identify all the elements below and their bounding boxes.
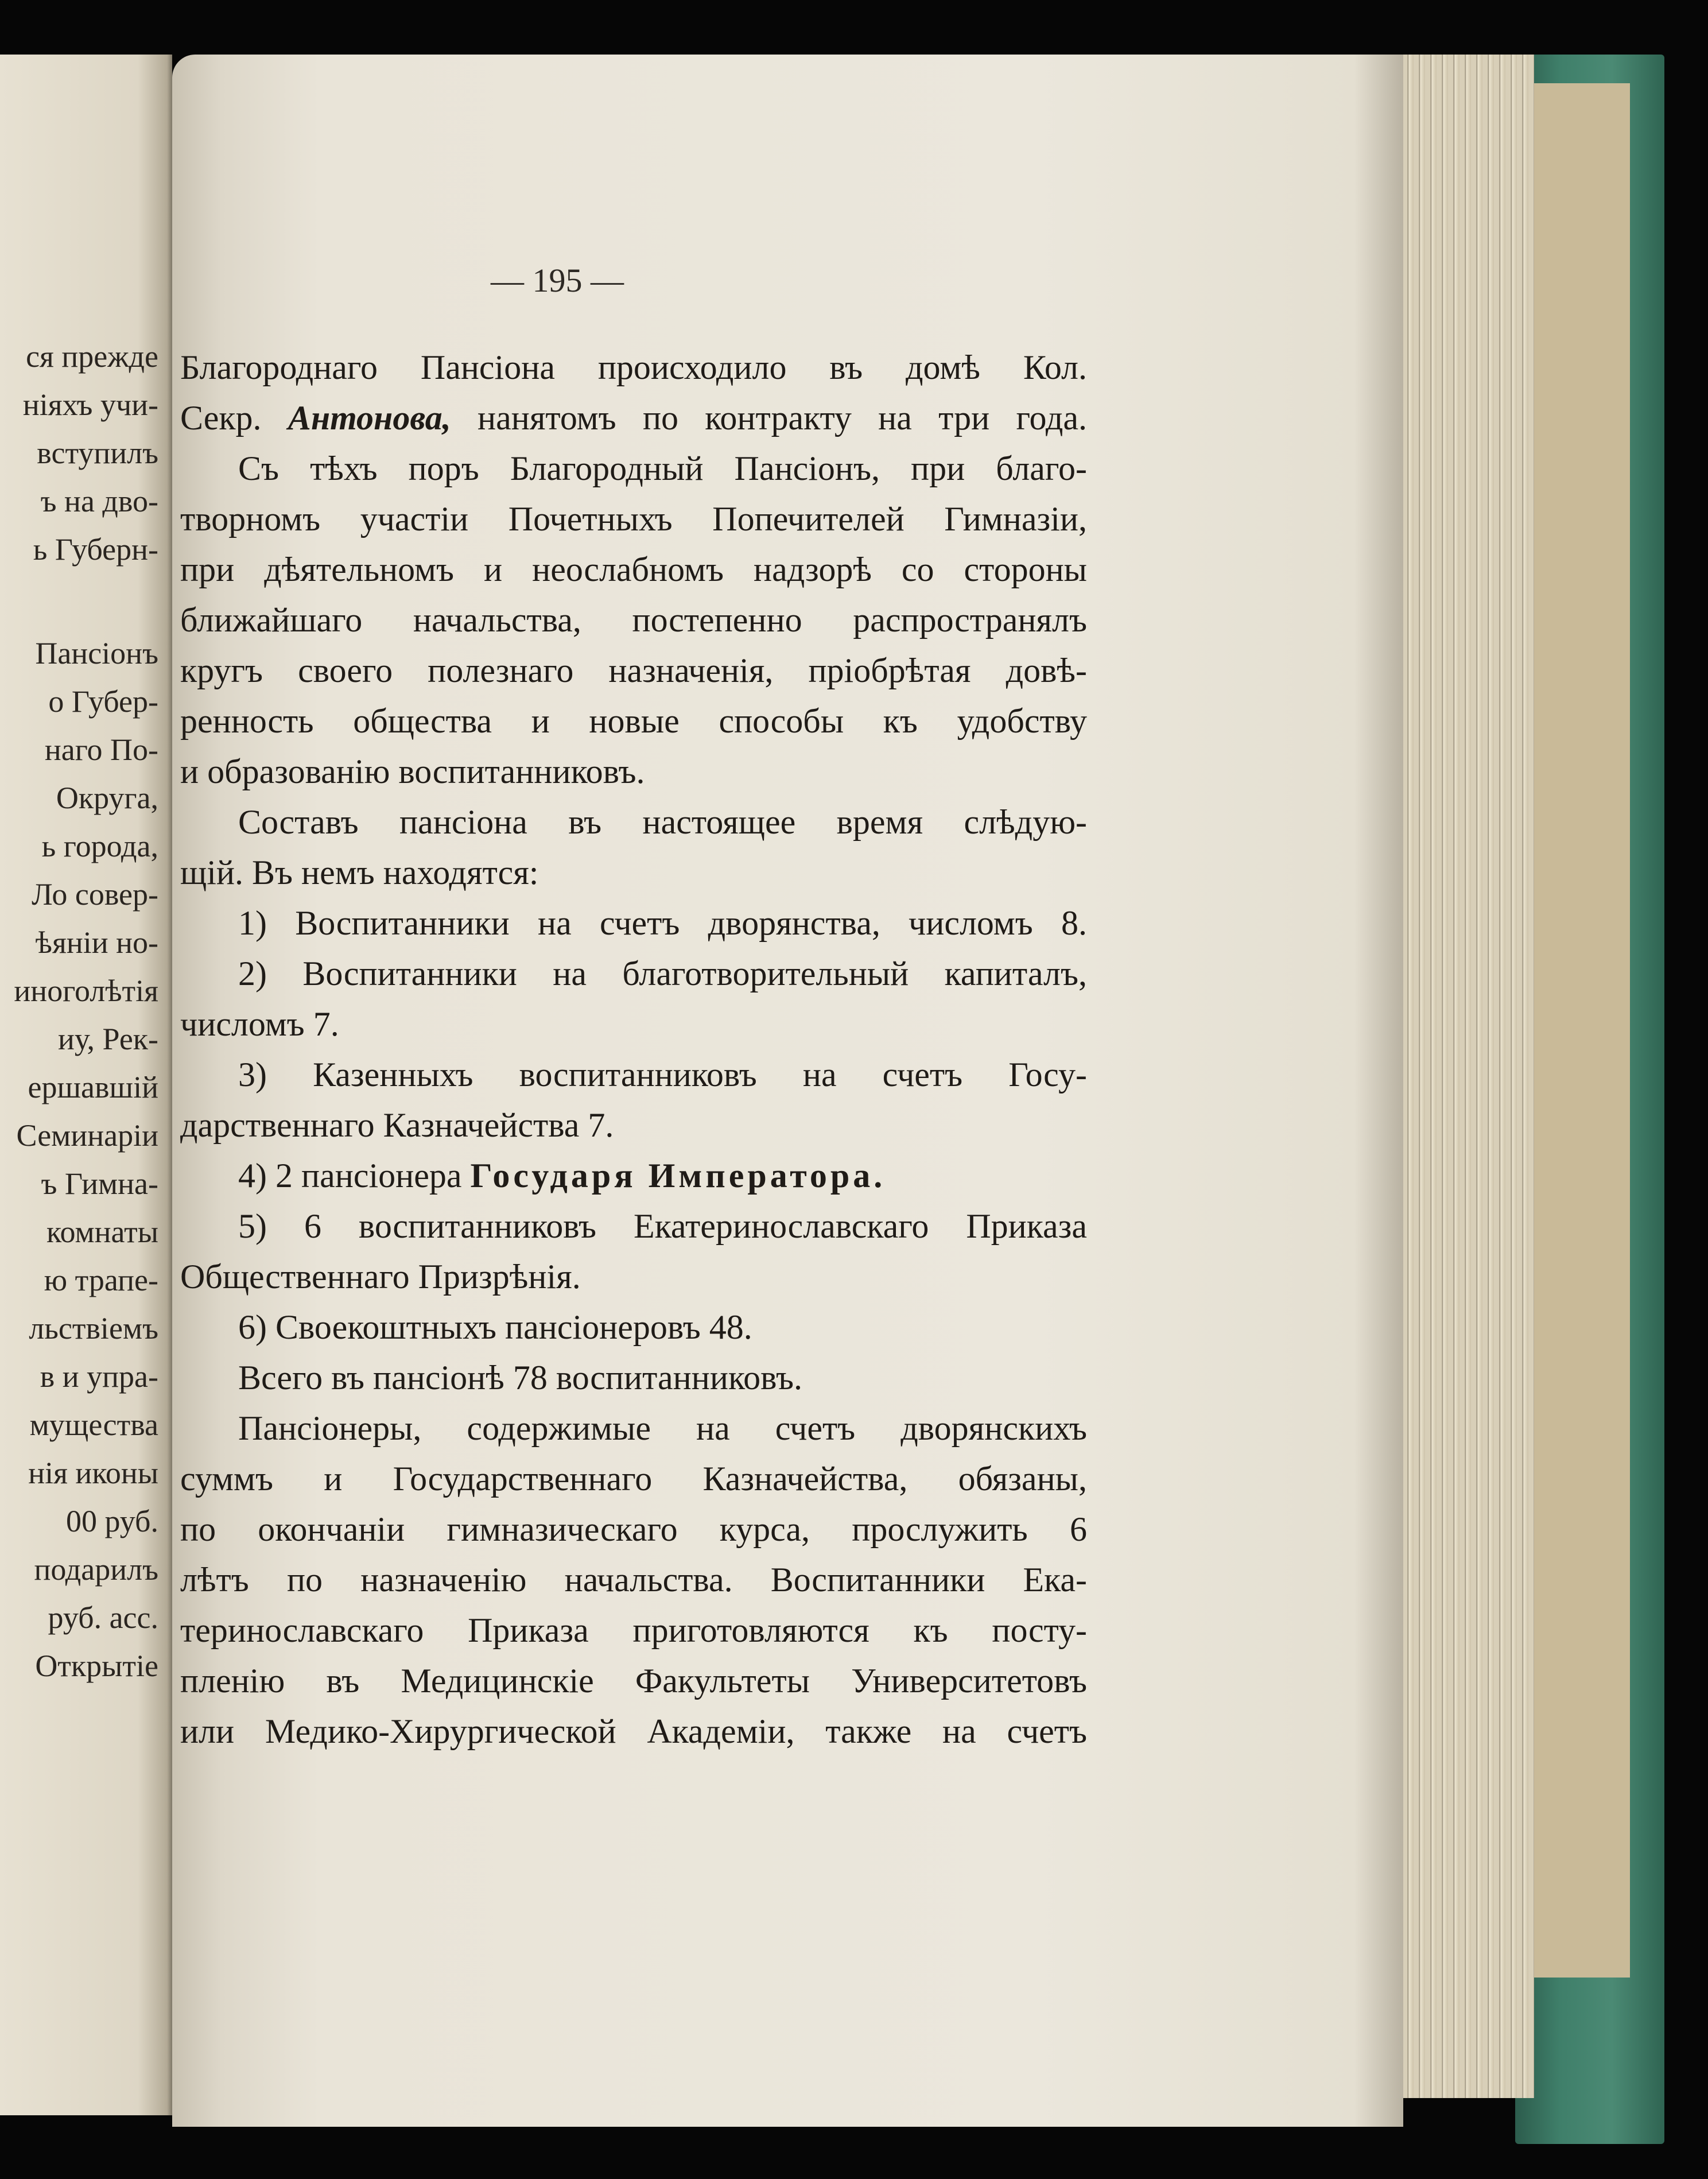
left-page-line: ю трапе- [44, 1263, 158, 1297]
text-line: дарственнаго Казначейства 7. [180, 1106, 614, 1144]
left-page-line: руб. асс. [48, 1600, 158, 1635]
left-page-line: Ло совер- [32, 877, 158, 912]
text-line: 2) Воспитанники на благотворительный капиталъ, [238, 955, 1087, 992]
text-line: 6) Своекоштныхъ пансіонеровъ 48. [238, 1308, 752, 1346]
left-page-line: Пансіонъ [35, 636, 158, 670]
left-page-line: ъ на дво- [40, 484, 158, 518]
left-page-line: подарилъ [34, 1552, 158, 1587]
left-page-line: Округа, [56, 781, 158, 815]
left-page-line: нія иконы [28, 1456, 158, 1490]
left-page-line: Открытіе [35, 1649, 158, 1683]
text-line: 1) Воспитанники на счетъ дворянства, числомъ 8. [238, 904, 1087, 942]
book-back-sheet [1527, 83, 1630, 1978]
text-line: Составъ пансіона въ настоящее время слѣдую- [238, 803, 1087, 841]
left-page-line: льствіемъ [29, 1311, 158, 1346]
left-page-line: ершавшій [28, 1070, 158, 1104]
left-page-line: наго По- [44, 732, 158, 767]
left-page-line: о Губер- [48, 684, 158, 719]
text-line: и образованію воспитанниковъ. [180, 753, 645, 790]
text-line: ренность общества и новые способы къ удобству [180, 702, 1087, 740]
text-line: Съ тѣхъ поръ Благородный Пансіонъ, при благо- [238, 449, 1087, 487]
text-line [238, 1158, 1087, 1193]
text-fragment: 4) 2 пансіонера [238, 1157, 462, 1195]
text-line [180, 401, 1087, 435]
left-page-line: ъ Гимна- [41, 1166, 158, 1201]
text-line: лѣтъ по назначенію начальства. Воспитанники Ека- [180, 1561, 1087, 1599]
left-page-line: 00 руб. [65, 1504, 158, 1538]
text-line: ближайшаго начальства, постепенно распространялъ [180, 601, 1087, 639]
text-line: числомъ 7. [180, 1005, 339, 1043]
left-page-line: ѣяніи но- [35, 925, 158, 960]
text-line: при дѣятельномъ и неослабномъ надзорѣ со стороны [180, 550, 1087, 588]
left-page-line: иноголѣтія [14, 974, 158, 1008]
text-line: Общественнаго Призрѣнія. [180, 1258, 581, 1296]
text-fragment: нанятомъ по контракту на три года. [477, 399, 1087, 437]
left-page-line: ся прежде [26, 339, 158, 374]
text-line: 5) 6 воспитанниковъ Екатеринославскаго Приказа [238, 1207, 1087, 1245]
text-line: суммъ и Государственнаго Казначейства, обязаны, [180, 1460, 1087, 1498]
spaced-title: Государя Императора. [470, 1157, 886, 1195]
text-line: Пансіонеры, содержимые на счетъ дворянскихъ [238, 1409, 1087, 1447]
page-fore-edges [1400, 55, 1534, 2098]
left-page-line: ь Губерн- [33, 532, 158, 567]
text-line: теринославскаго Приказа приготовляются къ посту- [180, 1611, 1087, 1649]
left-page-line: ь города, [41, 829, 158, 863]
text-line: по окончаніи гимназическаго курса, прослужить 6 [180, 1510, 1087, 1548]
italic-name: Антонова, [288, 399, 451, 437]
left-page-line: Семинаріи [16, 1118, 158, 1153]
left-page-line: мущества [29, 1408, 158, 1442]
text-line: пленію въ Медицинскіе Факультеты Университетовъ [180, 1662, 1087, 1700]
text-line: 3) Казенныхъ воспитанниковъ на счетъ Госу- [238, 1056, 1087, 1094]
page-number: — 195 — [491, 262, 624, 299]
left-page-line: ніяхъ учи- [22, 387, 158, 422]
left-page-line: вступилъ [37, 436, 158, 470]
text-line: творномъ участіи Почетныхъ Попечителей Гимназіи, [180, 500, 1087, 538]
text-line: щій. Въ немъ находятся: [180, 854, 539, 891]
text-fragment: Секр. [180, 399, 262, 437]
left-page [0, 55, 172, 2115]
text-line: кругъ своего полезнаго назначенія, пріобрѣтая довѣ- [180, 652, 1087, 689]
text-line: или Медико-Хирургической Академіи, также на счетъ [180, 1712, 1087, 1750]
left-page-line: в и упра- [40, 1359, 158, 1394]
text-line: Всего въ пансіонѣ 78 воспитанниковъ. [238, 1359, 802, 1397]
text-line: Благороднаго Пансіона происходило въ домѣ Кол. [180, 348, 1087, 386]
left-page-line: иу, Рек- [58, 1022, 158, 1056]
left-page-line: комнаты [46, 1215, 158, 1249]
